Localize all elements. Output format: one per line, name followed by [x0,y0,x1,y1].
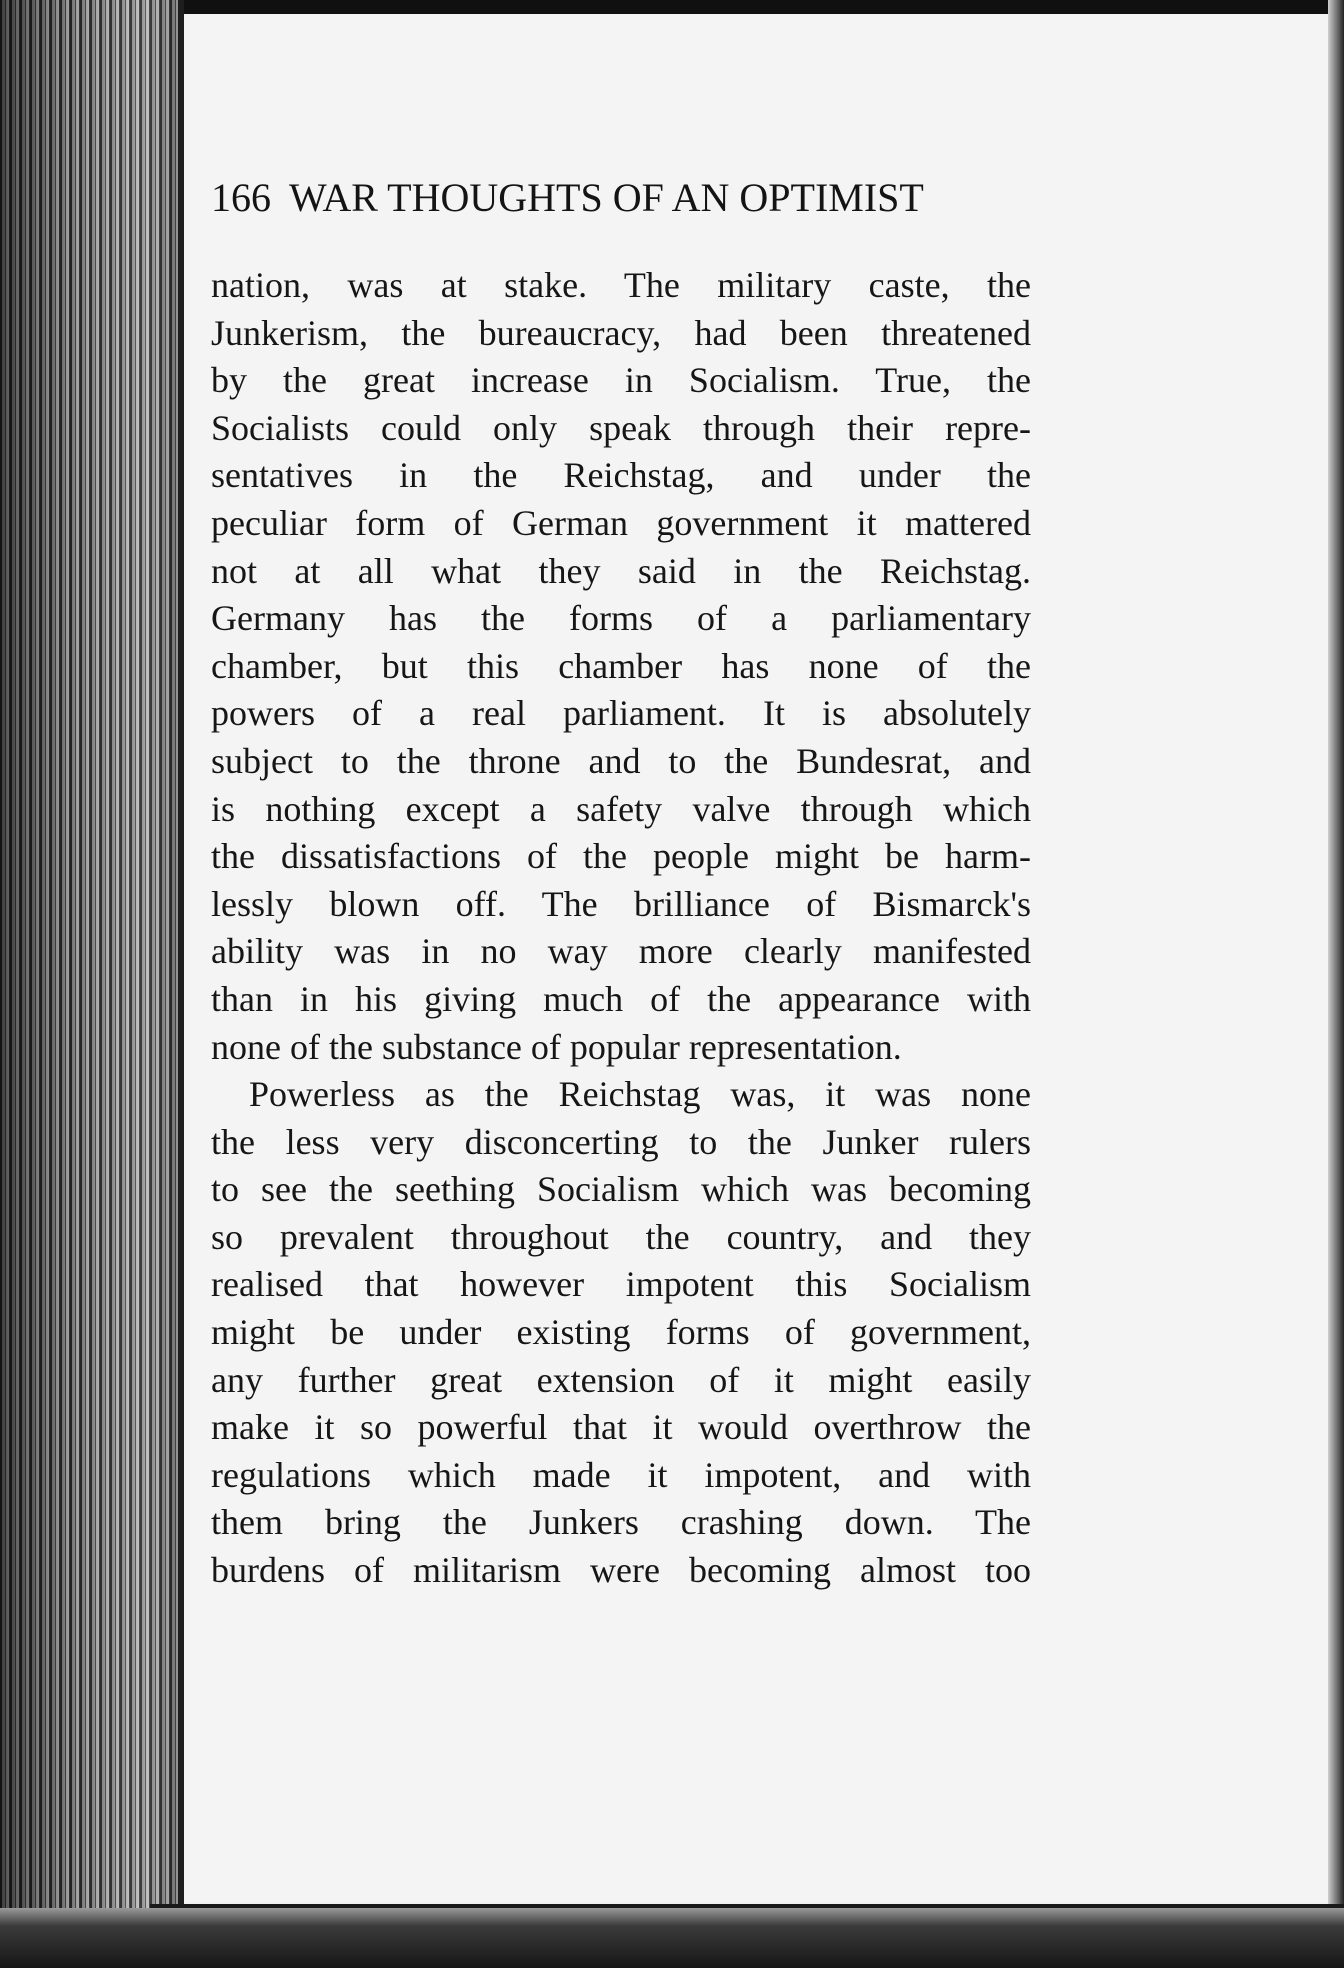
text-line: chamber, but this chamber has none of the [211,645,1031,686]
text-line: them bring the Junkers crashing down. The [211,1502,1031,1543]
text-line: burdens of militarism were becoming almost too [211,1550,1031,1591]
scan-bottom-shadow [0,1908,1344,1968]
text-line: to see the seething Socialism which was becoming [211,1169,1031,1210]
text-line: the less very disconcerting to the Junker rulers [211,1121,1031,1162]
stacked-page-edges [0,0,182,1968]
scan-right-shadow [1328,0,1344,1968]
page-number: 166 [211,175,271,220]
text-line: make it so powerful that it would overthrow the [211,1407,1031,1448]
paragraph-1 [211,262,1031,1071]
text-line: any further great extension of it might easily [211,1359,1031,1400]
text-line: nation, was at stake. The military caste, the [211,265,1031,305]
text-line: realised that however impotent this Socialism [211,1264,1031,1305]
text-line: regulations which made it impotent, and with [211,1454,1031,1495]
text-line: peculiar form of German government it mattered [211,502,1031,543]
running-title: WAR THOUGHTS OF AN OPTIMIST [289,175,924,220]
text-line: subject to the throne and to the Bundesrat, and [211,740,1031,781]
body-text [211,262,1031,1595]
text-line: ability was in no way more clearly manifested [211,931,1031,972]
text-line: Powerless as the Reichstag was, it was none [249,1074,1031,1115]
text-line: Germany has the forms of a parliamentary [211,598,1031,639]
text-line: by the great increase in Socialism. True, the [211,360,1031,401]
text-line: is nothing except a safety valve through which [211,788,1031,829]
paragraph-2 [211,1071,1031,1595]
text-line: lessly blown off. The brilliance of Bismarck's [211,883,1031,924]
text-line: not at all what they said in the Reichstag. [211,550,1031,591]
text-line: none of the substance of popular representation. [211,1026,902,1067]
text-line: than in his giving much of the appearance with [211,978,1031,1019]
text-line: Socialists could only speak through their repre- [211,407,1031,448]
text-line: Junkerism, the bureaucracy, had been threatened [211,312,1031,353]
text-line: might be under existing forms of government, [211,1312,1031,1353]
text-line: powers of a real parliament. It is absolutely [211,693,1031,734]
text-line: sentatives in the Reichstag, and under the [211,455,1031,496]
text-line: the dissatisfactions of the people might be harm- [211,836,1031,877]
text-line: so prevalent throughout the country, and they [211,1216,1031,1257]
scan-top-shadow [0,0,1344,14]
running-head [211,175,1031,221]
